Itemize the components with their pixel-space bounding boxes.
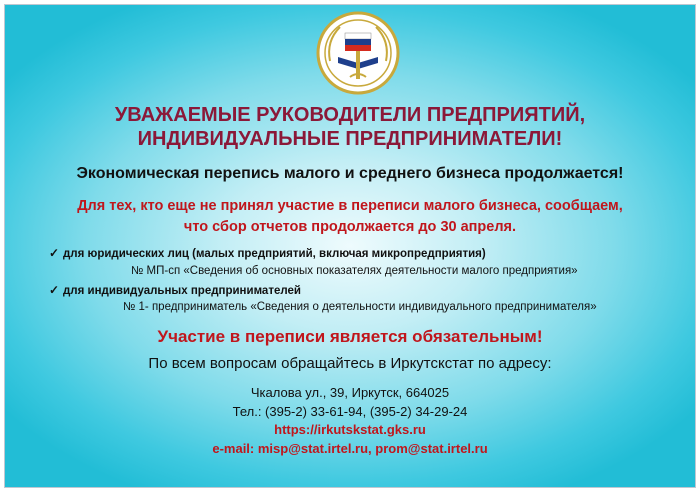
- checkmark-icon: ✓: [49, 246, 60, 260]
- announcement-slide: [4, 4, 696, 488]
- bullet-label: для юридических лиц (малых предприятий, включая микропредприятия): [63, 248, 486, 260]
- rosstat-emblem-icon: [316, 11, 400, 95]
- form-1-entrepreneur: № 1- предприниматель «Сведения о деятельности индивидуального предпринимателя»: [123, 301, 597, 313]
- mandatory-notice: Участие в переписи является обязательным!: [157, 327, 543, 346]
- notice-line-2: что сбор отчетов продолжается до 30 апреля.: [183, 219, 517, 235]
- address: Чкалова ул., 39, Иркутск, 664025: [250, 385, 450, 400]
- bullet-label: для индивидуальных предпринимателей: [63, 285, 301, 297]
- title-line-2: ИНДИВИДУАЛЬНЫЕ ПРЕДПРИНИМАТЕЛИ!: [137, 128, 563, 150]
- checkmark-icon: ✓: [49, 283, 60, 297]
- bullet-legal-entities: [49, 246, 486, 260]
- website-link[interactable]: https://irkutskstat.gks.ru: [274, 422, 426, 437]
- contact-intro: По всем вопросам обращайтесь в Иркутскстат по адресу:: [148, 355, 552, 372]
- bullet-entrepreneurs: [49, 283, 301, 297]
- email-contacts[interactable]: e-mail: misp@stat.irtel.ru, prom@stat.irtel.ru: [212, 441, 488, 456]
- form-mp-sp: № МП-сп «Сведения об основных показателях деятельности малого предприятия»: [131, 265, 578, 277]
- title-line-1: УВАЖАЕМЫЕ РУКОВОДИТЕЛИ ПРЕДПРИЯТИЙ,: [114, 104, 586, 126]
- phone: Тел.: (395-2) 33-61-94, (395-2) 34-29-24: [232, 404, 468, 419]
- notice-line-1: Для тех, кто еще не принял участие в переписи малого бизнеса, сообщаем,: [77, 198, 623, 214]
- subtitle: Экономическая перепись малого и среднего бизнеса продолжается!: [76, 165, 624, 182]
